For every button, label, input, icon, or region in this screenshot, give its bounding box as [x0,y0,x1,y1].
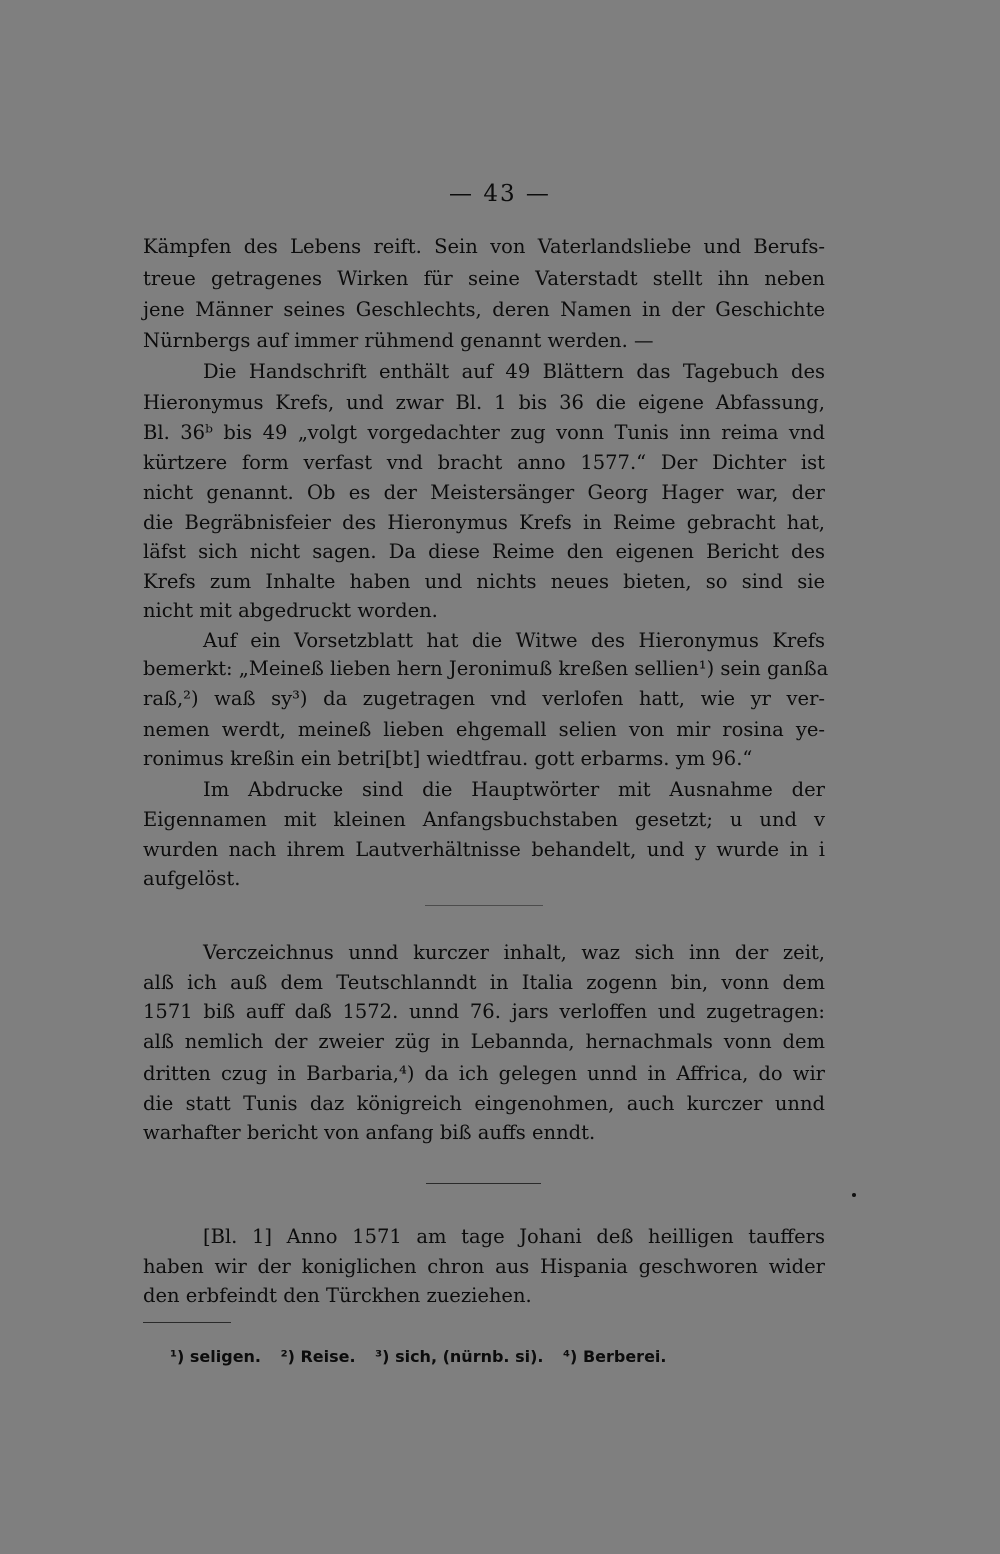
text-line: jene Männer seines Geschlechts, deren Namen in der Geschichte [143,298,825,321]
text-line: die statt Tunis daz königreich eingenohmen, auch kurczer unnd [143,1092,825,1115]
text-line: Bl. 36ᵇ bis 49 „volgt vorgedachter zug vonn Tunis inn reima vnd [143,421,825,444]
text-line: nicht mit abgedruckt worden. [143,599,438,622]
text-line: alß ich auß dem Teutschlanndt in Italia zogenn bin, vonn dem [143,971,825,994]
footnote: ²) Reise. [280,1347,356,1366]
text-line: Nürnbergs auf immer rühmend genannt werden. — [143,329,654,352]
section-divider [426,1183,541,1184]
section-divider [425,905,543,906]
text-line: läfst sich nicht sagen. Da diese Reime den eigenen Bericht des [143,540,825,563]
footnotes [170,1347,680,1366]
text-line: treue getragenes Wirken für seine Vaterstadt stellt ihn neben [143,267,825,290]
footnote: ³) sich, (nürnb. si). [375,1347,544,1366]
text-line: nicht genannt. Ob es der Meistersänger Georg Hager war, der [143,481,825,504]
text-line: dritten czug in Barbaria,⁴) da ich gelegen unnd in Affrica, do wir [143,1062,825,1085]
text-line: Hieronymus Krefs, und zwar Bl. 1 bis 36 die eigene Abfassung, [143,391,825,414]
text-line: haben wir der koniglichen chron aus Hispania geschworen wider [143,1255,825,1278]
footnote: ¹) seligen. [170,1347,262,1366]
text-line: Verczeichnus unnd kurczer inhalt, waz sich inn der zeit, [203,941,825,964]
text-line: bemerkt: „Meineß lieben hern Jeronimuß kreßen sellien¹) sein ganßa [143,657,829,680]
text-line: alß nemlich der zweier züg in Lebannda, hernachmals vonn dem [143,1030,825,1053]
text-line: Die Handschrift enthält auf 49 Blättern das Tagebuch des [203,360,825,383]
text-line: Krefs zum Inhalte haben und nichts neues bieten, so sind sie [143,570,825,593]
text-line: den erbfeindt den Türckhen zueziehen. [143,1284,532,1307]
stray-mark [852,1193,856,1197]
text-line: Kämpfen des Lebens reift. Sein von Vaterlandsliebe und Berufs- [143,235,825,258]
text-line: aufgelöst. [143,867,241,890]
text-line: Auf ein Vorsetzblatt hat die Witwe des Hieronymus Krefs [203,629,825,652]
page-number: — 43 — [449,181,551,207]
text-line: ronimus kreßin ein betri[bt] wiedtfrau. gott erbarms. ym 96.“ [143,747,753,770]
footnote: ⁴) Berberei. [563,1347,667,1366]
footnote-rule [143,1322,231,1323]
text-line: die Begräbnisfeier des Hieronymus Krefs in Reime gebracht hat, [143,511,825,534]
text-line: Im Abdrucke sind die Hauptwörter mit Ausnahme der [203,778,825,801]
text-line: raß,²) waß sy³) da zugetragen vnd verlofen hatt, wie yr ver- [143,687,825,710]
text-line: wurden nach ihrem Lautverhältnisse behandelt, und y wurde in i [143,838,825,861]
text-line: nemen werdt, meineß lieben ehgemall selien von mir rosina ye- [143,718,825,741]
text-line: kürtzere form verfast vnd bracht anno 1577.“ Der Dichter ist [143,451,825,474]
text-line: [Bl. 1] Anno 1571 am tage Johani deß heilligen tauffers [203,1225,825,1248]
text-line: Eigennamen mit kleinen Anfangsbuchstaben gesetzt; u und v [143,808,825,831]
text-line: warhafter bericht von anfang biß auffs enndt. [143,1121,596,1144]
text-line: 1571 biß auff daß 1572. unnd 76. jars verloffen und zugetragen: [143,1000,825,1023]
